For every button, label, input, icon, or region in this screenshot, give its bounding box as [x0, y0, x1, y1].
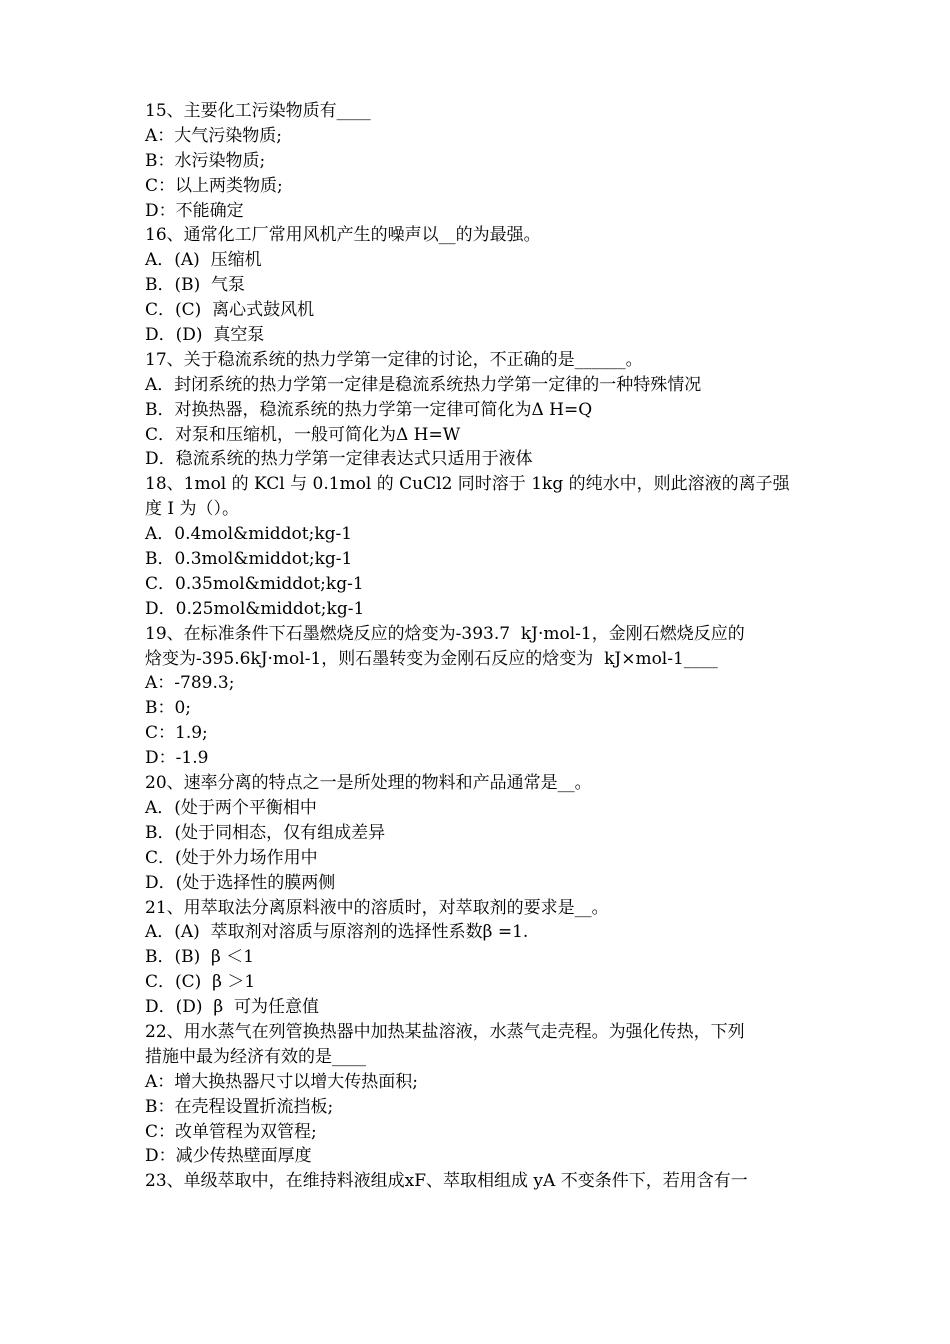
q18-option-b: B．0.3mol&middot;kg-1 [145, 549, 353, 570]
q22-stem-line1: 22、用水蒸气在列管换热器中加热某盐溶液，水蒸气走壳程。为强化传热，下列 [145, 1021, 745, 1042]
q20-option-a: A．(处于两个平衡相中 [145, 797, 317, 818]
q19-option-a: A：-789.3; [145, 673, 235, 694]
q19-option-b: B：0; [145, 698, 192, 719]
q17-option-c: C．对泵和压缩机，一般可简化为Δ H=W [145, 424, 461, 445]
q16-stem: 16、通常化工厂常用风机产生的噪声以__的为最强。 [145, 225, 541, 246]
q21-option-c: C．(C) β ＞1 [145, 972, 256, 993]
q15-option-d: D：不能确定 [145, 200, 244, 221]
q22-stem-line2: 措施中最为经济有效的是____ [145, 1046, 366, 1067]
q17-option-a: A．封闭系统的热力学第一定律是稳流系统热力学第一定律的一种特殊情况 [145, 374, 702, 395]
q16-option-a: A．(A) 压缩机 [145, 250, 262, 271]
q19-stem-line2: 焓变为-395.6kJ·mol-1，则石墨转变为金刚石反应的焓变为 kJ×mol-1____ [145, 648, 718, 669]
q20-option-b: B．(处于同相态，仅有组成差异 [145, 822, 386, 843]
q21-option-b: B．(B) β ＜1 [145, 947, 255, 968]
q15-option-b: B：水污染物质; [145, 150, 266, 171]
q17-option-d: D．稳流系统的热力学第一定律表达式只适用于液体 [145, 449, 533, 470]
q15-option-c: C：以上两类物质; [145, 175, 283, 196]
q16-option-c: C．(C) 离心式鼓风机 [145, 300, 315, 321]
q16-option-d: D．(D) 真空泵 [145, 325, 265, 346]
q20-stem: 20、速率分离的特点之一是所处理的物料和产品通常是__。 [145, 773, 592, 794]
q22-option-b: B：在壳程设置折流挡板; [145, 1096, 334, 1117]
q21-option-d: D．(D) β 可为任意值 [145, 997, 319, 1018]
q17-stem: 17、关于稳流系统的热力学第一定律的讨论，不正确的是______。 [145, 349, 643, 370]
q19-stem-line1: 19、在标准条件下石墨燃烧反应的焓变为-393.7 kJ·mol-1，金刚石燃烧反应的 [145, 623, 745, 644]
q21-option-a: A．(A) 萃取剂对溶质与原溶剂的选择性系数β =1. [145, 922, 529, 943]
q15-stem: 15、主要化工污染物质有____ [145, 101, 371, 121]
q18-stem-line1: 18、1mol 的 KCl 与 0.1mol 的 CuCl2 同时溶于 1kg 的纯水中，则此溶液的离子强 [145, 474, 790, 495]
q20-option-d: D．(处于选择性的膜两侧 [145, 872, 336, 893]
q16-option-b: B．(B) 气泵 [145, 275, 246, 296]
q19-option-c: C：1.9; [145, 723, 208, 744]
q18-option-a: A．0.4mol&middot;kg-1 [145, 524, 353, 545]
q18-option-c: C．0.35mol&middot;kg-1 [145, 573, 364, 594]
q15-option-a: A：大气污染物质; [145, 125, 283, 146]
document-text [145, 99, 820, 1194]
q21-stem: 21、用萃取法分离原料液中的溶质时，对萃取剂的要求是__。 [145, 897, 609, 918]
q18-option-d: D．0.25mol&middot;kg-1 [145, 598, 365, 619]
q20-option-c: C．(处于外力场作用中 [145, 847, 318, 868]
q17-option-b: B．对换热器，稳流系统的热力学第一定律可简化为Δ H=Q [145, 399, 593, 420]
q23-stem-line1: 23、单级萃取中，在维持料液组成xF、萃取相组成 yA 不变条件下，若用含有一 [145, 1171, 748, 1192]
q19-option-d: D：-1.9 [145, 748, 209, 769]
q22-option-a: A：增大换热器尺寸以增大传热面积; [145, 1071, 419, 1092]
q18-stem-line2: 度 I 为（）。 [145, 499, 240, 520]
q22-option-d: D：减少传热壁面厚度 [145, 1146, 312, 1167]
q22-option-c: C：改单管程为双管程; [145, 1121, 317, 1142]
